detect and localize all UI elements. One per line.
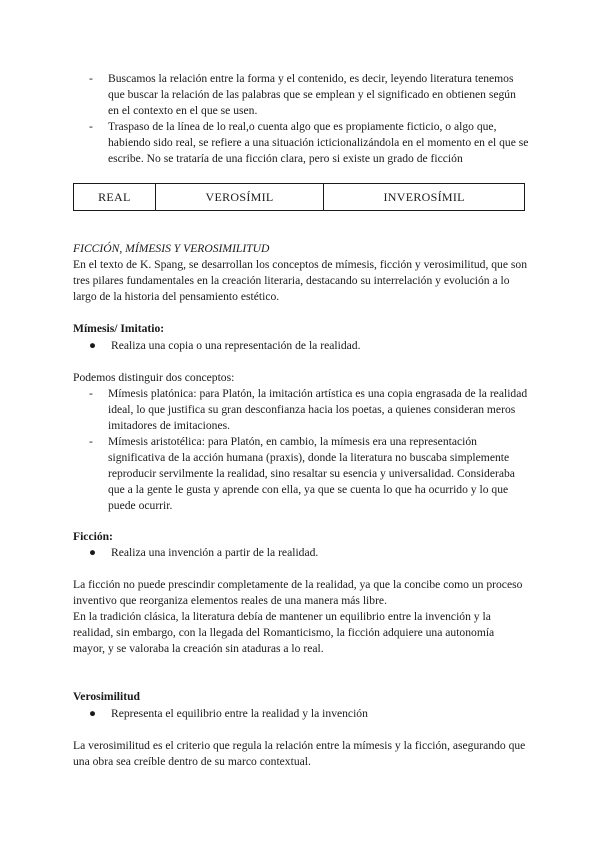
mimesis-heading: Mímesis/ Imitatio: [73,322,165,335]
ficcion-paragraph-1: La ficción no puede prescindir completamente de la realidad, ya que la concibe como un proceso inventivo que reorganiza elementos reales de una manera más libre. [73,578,523,607]
list-item [89,386,529,434]
ficcion-paragraphs [73,577,528,657]
list-item-text: Mímesis platónica: para Platón, la imitación artística es una copia engrasada de la realidad ideal, lo que justifica su gran desconfianza hacia los poetas, a quienes consideran meros imitadores de imitaciones. [108,387,528,432]
list-item-text: Mímesis aristotélica: para Platón, en cambio, la mímesis era una representación significativa de la acción humana (praxis), donde la literatura no buscaba simplemente reproducir servilmente la realidad, sino resaltar su esencia y universalidad. Consideraba que a la gente le gusta y aprende con ella, ya que se cuenta lo que ha ocurrido y lo que puede ocurrir. [108,435,515,512]
verosimilitud-paragraph-block [73,738,528,770]
ficcion-heading: Ficción: [73,530,113,543]
dash-marker: - [89,72,93,85]
mimesis-heading-block [73,321,528,337]
section-intro-text: En el texto de K. Spang, se desarrollan los conceptos de mímesis, ficción y verosimilitud, que son tres pilares fundamentales en la creación literaria, destacando su interrelación y evolución a lo largo de la historia del pensamiento estético. [73,258,527,303]
list-item [89,434,529,514]
table-cell-verosimil: VEROSÍMIL [155,184,323,211]
dash-marker: - [89,120,93,133]
mimesis-bullet [89,338,551,354]
intro-list [89,71,529,167]
distinguish-text: Podemos distinguir dos conceptos: [73,371,235,384]
dash-marker: - [89,435,93,448]
bullet-marker: ● [89,707,97,720]
ficcion-bullet [89,545,551,561]
verosimilitud-bullet [89,706,551,722]
bullet-marker: ● [89,339,97,352]
verosimilitud-paragraph: La verosimilitud es el criterio que regula la relación entre la mímesis y la ficción, asegurando que una obra sea creíble dentro de su marco contextual. [73,739,526,768]
dash-marker: - [89,387,93,400]
bullet-text: Representa el equilibrio entre la realidad y la invención [111,707,368,720]
bullet-text: Realiza una invención a partir de la realidad. [111,546,319,559]
bullet-text: Realiza una copia o una representación de la realidad. [111,339,361,352]
table-row [74,184,525,211]
list-item-text: Buscamos la relación entre la forma y el contenido, es decir, leyendo literatura tenemos que buscar la relación de las palabras que se emplean y el significado en obtienen según en el contexto en el que se usen. [108,72,516,117]
list-item [89,71,529,119]
mimesis-concepts-list [89,386,529,514]
ficcion-paragraph-2: En la tradición clásica, la literatura debía de mantener un equilibrio entre la invención y la realidad, sin embargo, con la llegada del Romanticismo, la ficción adquiere una autonomía mayor, y se valoraba la creación sin ataduras a lo real. [73,610,495,655]
section-intro-block [73,241,528,305]
distinguish-block [73,370,528,386]
ficcion-heading-block [73,529,528,545]
bullet-marker: ● [89,546,97,559]
reality-table [73,183,525,211]
section-title: FICCIÓN, MÍMESIS Y VEROSIMILITUD [73,242,270,255]
table-cell-real: REAL [74,184,156,211]
table-cell-inverosimil: INVEROSÍMIL [324,184,525,211]
verosimilitud-heading-block [73,689,528,705]
list-item [89,119,529,167]
list-item-text: Traspaso de la línea de lo real,o cuenta algo que es propiamente ficticio, o algo que, habiendo sido real, se refiere a una situación icticionalizándola en el momento en el que se escribe. No se trataría de una ficción clara, pero si existe un grado de ficción [108,120,529,165]
verosimilitud-heading: Verosimilitud [73,690,140,703]
